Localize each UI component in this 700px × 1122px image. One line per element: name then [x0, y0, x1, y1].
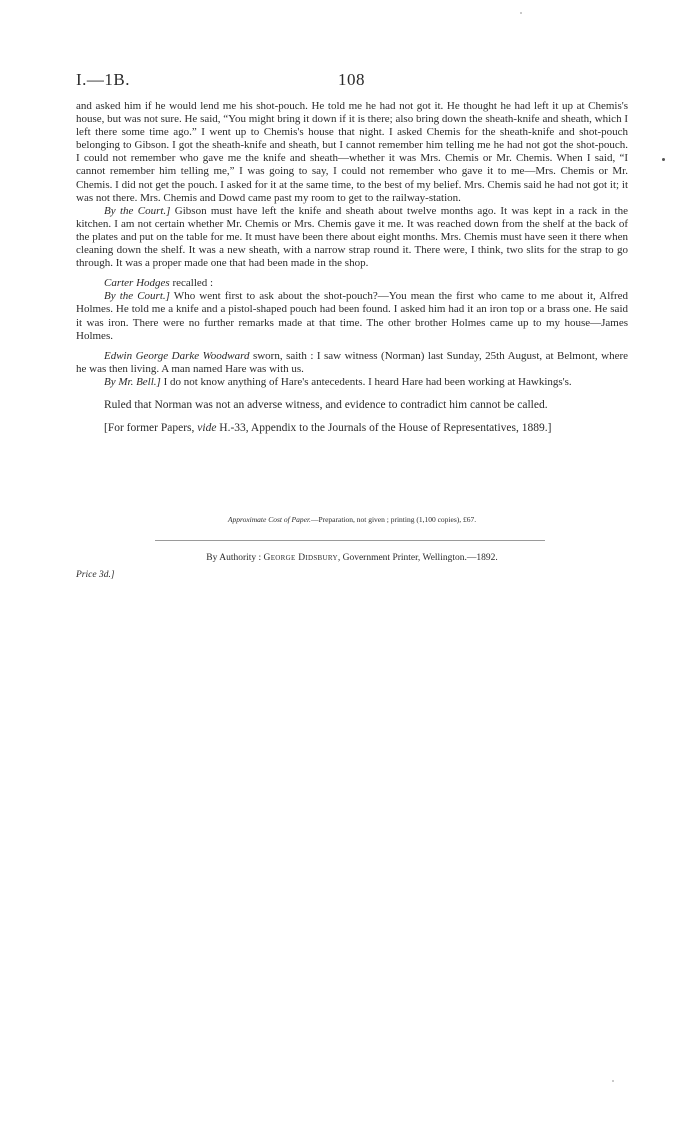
printer-name: George Didsbury: [263, 553, 338, 563]
paragraph-text: Who went first to ask about the shot-pouch?—You mean the first who came to me about it, Alfred Holmes. He told me a knife and a pistol-shaped pouch had been found. I asked him had it an iron top or a brass one. He said it was iron. There were no further remarks made at that time. The other brother Holmes came up to my house—James Holmes.: [76, 290, 628, 342]
witness-name: Carter Hodges: [104, 277, 170, 290]
paragraph-text: I do not know anything of Hare's antecedents. I heard Hare had been working at Hawkings's.: [160, 375, 572, 388]
paragraph-by-the-court-2: [76, 290, 628, 342]
paragraph-text: Ruled that Norman was not an adverse witness, and evidence to contradict him cannot be called.: [104, 398, 548, 411]
document-body: [76, 100, 628, 435]
paragraph-text: [For former Papers,: [104, 421, 198, 434]
speaker-lead: By the Court.]: [104, 204, 171, 217]
paragraph-text: recalled :: [169, 277, 214, 290]
paper-speck: [662, 158, 665, 161]
price-note: Price 3d.]: [76, 570, 115, 580]
paper-speck: [520, 12, 522, 14]
document-code: I.—1B.: [76, 70, 130, 89]
cost-of-paper-note: [76, 515, 628, 524]
cost-text: —Preparation, not given ; printing (1,100 copies), £67.: [310, 515, 477, 524]
cost-label: Approximate Cost of Paper.: [227, 515, 311, 524]
imprint-text: , Government Printer, Wellington.—1892.: [337, 553, 498, 563]
speaker-lead: By the Court.]: [104, 290, 170, 303]
imprint-text: By Authority :: [206, 553, 264, 563]
paragraph-by-mr-bell: [76, 376, 628, 389]
paragraph-witness-sworn: [76, 350, 628, 376]
paragraph-witness-recalled: [76, 277, 628, 290]
paper-speck: [612, 1080, 614, 1082]
paragraph-ruling: [76, 398, 628, 412]
printer-imprint: [76, 553, 628, 563]
footer-divider: [155, 540, 545, 541]
paragraph-text: Gibson must have left the knife and sheath about twelve months ago. It was kept in a rack in the kitchen. I am not certain whether Mr. Chemis or Mrs. Chemis gave it me. It was reached down from the shelf at the back of the plates and put on the table for me. It must have been there about eight months. Mrs. Chemis must have seen it there when cleaning down the shelf. It was a new sheath, with a narrow strap round it. There were, I think, two slits for the strap to go through. It was a proper made one that had been made in the shop.: [76, 204, 629, 270]
paragraph-former-papers: [76, 421, 628, 435]
paragraph-text: sworn, saith : I saw witness (Norman) last Sunday, 25th August, at Belmont, where he was then living. A man named Hare was with us.: [76, 349, 628, 375]
page-number: 108: [338, 70, 365, 89]
vide-word: vide: [197, 421, 217, 434]
page-header: [76, 70, 628, 94]
paragraph-testimony-continued: [76, 100, 628, 205]
paragraph-text: and asked him if he would lend me his shot-pouch. He told me he had not got it. He thought he had left it up at Chemis's house, but was not sure. He said, “You might bring it down if it is there; also bring down the sheath-knife and sheath, which I left there some time ago.” I went up to Chemis's house that night. I asked Chemis for the sheath-knife and shot-pouch belonging to Gibson. I got the sheath-knife and sheath, but I cannot remember him telling me he had not got the shot-pouch. I could not remember who gave me the knife and sheath—whether it was Mrs. Chemis or Mr. Chemis. When I said, “I cannot remember him telling me,” I was going to say, I could not remember who gave it to me—Mrs. Chemis or Mr. Chemis. I did not get the pouch. I asked for it at the same time, to the best of my belief. Mrs. Chemis said he had not got it; it was not there. Mrs. Chemis and Dowd came past my room to get to the railway-station.: [76, 100, 628, 204]
paragraph-by-the-court-1: [76, 205, 628, 270]
speaker-lead: By Mr. Bell.]: [104, 375, 161, 388]
paragraph-text: H.-33, Appendix to the Journals of the House of Representatives, 1889.]: [216, 421, 552, 434]
witness-name: Edwin George Darke Woodward: [104, 349, 250, 362]
